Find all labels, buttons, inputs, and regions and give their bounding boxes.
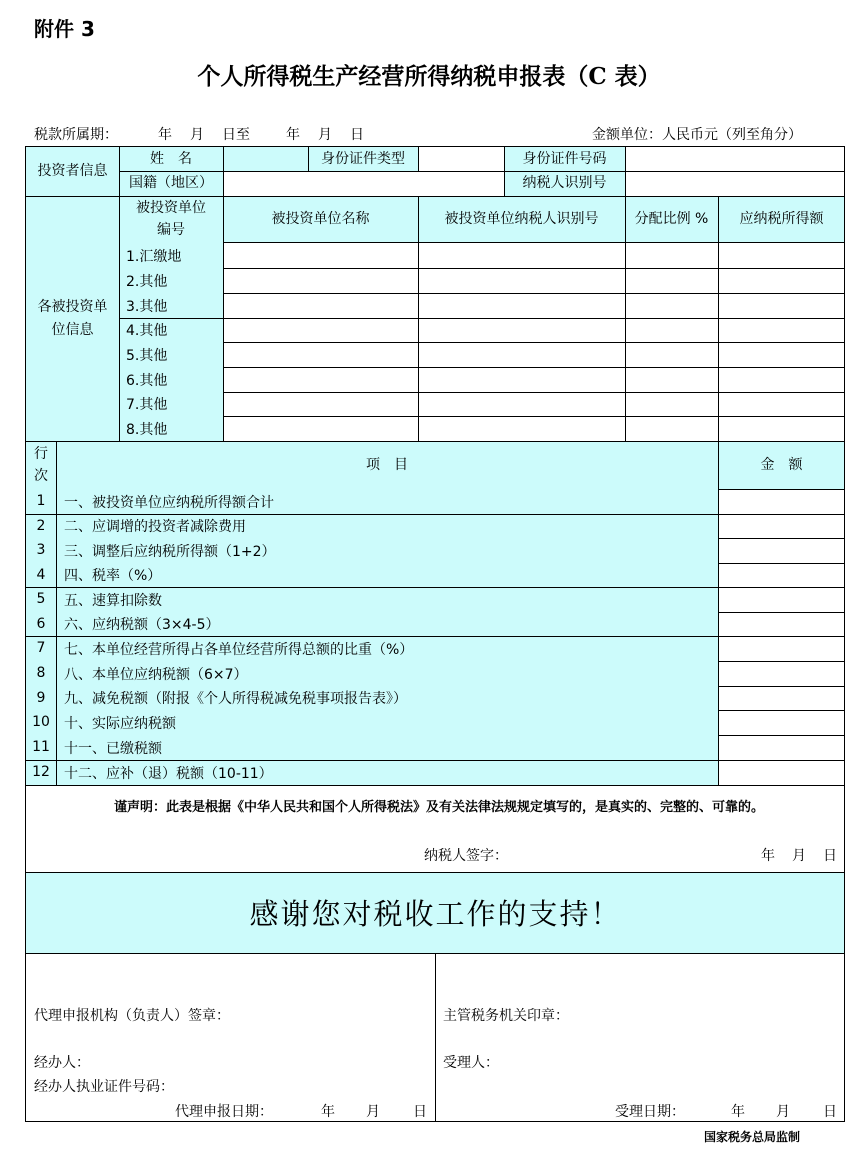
amount-header: 金 额 [760, 456, 803, 473]
row-number-header: 行次 [34, 445, 48, 484]
agent-seal-label: 代理申报机构（负责人）签章： [34, 1008, 230, 1024]
authority-seal-label: 主管税务机关印章： [443, 1008, 569, 1024]
row-number: 11 [32, 739, 50, 756]
period-start-day: 日至 [222, 127, 250, 143]
form-title: 个人所得税生产经营所得纳税申报表（C 表） [197, 63, 661, 90]
units-section-label: 各被投资单位信息 [37, 299, 108, 338]
item-label: 十、实际应纳税额 [64, 715, 176, 732]
supervision-footer: 国家税务总局监制 [704, 1130, 801, 1144]
unit-row-label: 3.其他 [126, 298, 168, 315]
sign-date-month: 月 [792, 848, 806, 864]
item-label: 九、减免税额（附报《个人所得税减免税事项报告表》） [64, 691, 407, 707]
item-label: 四、税率（%） [64, 568, 162, 584]
period-end-day: 日 [350, 127, 364, 143]
agent-date-year: 年 [321, 1104, 335, 1120]
item-header: 项 目 [366, 456, 408, 473]
currency-unit: 金额单位：人民币元（列至角分） [592, 127, 802, 143]
period-end-month: 月 [318, 127, 332, 143]
id-number-label: 身份证件号码 [522, 150, 607, 167]
taxpayer-signature-label: 纳税人签字： [424, 848, 508, 864]
agent-cert-label: 经办人执业证件号码： [34, 1079, 174, 1095]
item-label: 三、调整后应纳税所得额（1+2） [64, 543, 276, 560]
item-label: 六、应纳税额（3×4-5） [64, 617, 220, 633]
col-unit-number: 被投资单位编号 [136, 199, 206, 238]
authority-date-month: 月 [776, 1104, 790, 1120]
attachment-label: 附件 3 [34, 17, 95, 41]
item-label: 十一、已缴税额 [64, 740, 162, 757]
col-unit-name: 被投资单位名称 [271, 210, 370, 227]
row-number: 7 [36, 640, 46, 657]
declaration-text: 谨声明：此表是根据《中华人民共和国个人所得税法》及有关法律法规规定填写的，是真实的、完整的、可靠的。 [113, 800, 764, 815]
sign-date-day: 日 [823, 848, 837, 864]
item-label: 二、应调增的投资者减除费用 [64, 519, 246, 535]
row-number: 4 [36, 566, 46, 583]
unit-row-label: 7.其他 [126, 397, 168, 413]
unit-row-label: 5.其他 [126, 347, 168, 364]
sign-date-year: 年 [761, 848, 775, 864]
row-number: 6 [36, 615, 46, 632]
item-label: 八、本单位应纳税额（6×7） [64, 666, 248, 683]
row-number: 9 [36, 689, 46, 706]
thanks-banner: 感谢您对税收工作的支持！ [249, 897, 622, 931]
agent-handler-label: 经办人： [34, 1055, 90, 1071]
period-label: 税款所属期： [34, 127, 118, 143]
unit-row-label: 2.其他 [126, 273, 168, 290]
name-label: 姓 名 [150, 150, 192, 167]
authority-date-year: 年 [731, 1104, 745, 1120]
authority-date-day: 日 [823, 1104, 837, 1120]
agent-date-day: 日 [413, 1104, 427, 1120]
authority-receiver-label: 受理人： [443, 1055, 499, 1071]
authority-date-label: 受理日期： [615, 1104, 685, 1120]
unit-row-label: 6.其他 [126, 372, 168, 389]
agent-date-label: 代理申报日期： [175, 1104, 273, 1120]
item-label: 一、被投资单位应纳税所得额合计 [64, 494, 274, 511]
row-number: 5 [36, 591, 46, 608]
nationality-label: 国籍（地区） [129, 175, 213, 192]
period-start-month: 月 [190, 127, 204, 143]
item-label: 七、本单位经营所得占各单位经营所得总额的比重（%） [64, 641, 414, 658]
item-label: 五、速算扣除数 [64, 592, 162, 609]
name-field[interactable] [223, 147, 308, 171]
row-number: 3 [36, 542, 46, 559]
row-number: 1 [36, 493, 46, 510]
item-label: 十二、应补（退）税额（10-11） [64, 765, 273, 782]
period-end-year: 年 [286, 127, 300, 143]
investor-section-label: 投资者信息 [37, 163, 108, 180]
row-number: 12 [32, 764, 50, 781]
col-share-ratio: 分配比例 % [634, 210, 709, 227]
col-taxable-income: 应纳税所得额 [739, 210, 824, 227]
agent-date-month: 月 [366, 1104, 380, 1120]
row-number: 2 [36, 517, 46, 534]
row-number: 10 [32, 714, 50, 731]
id-type-label: 身份证件类型 [321, 150, 405, 167]
taxpayer-id-label: 纳税人识别号 [522, 175, 607, 192]
row-number: 8 [36, 665, 46, 682]
unit-row-label: 4.其他 [126, 323, 168, 339]
unit-row-label: 1.汇缴地 [126, 248, 182, 265]
period-start-year: 年 [158, 127, 172, 143]
col-unit-taxpayer-id: 被投资单位纳税人识别号 [444, 210, 599, 227]
unit-row-label: 8.其他 [126, 421, 168, 438]
